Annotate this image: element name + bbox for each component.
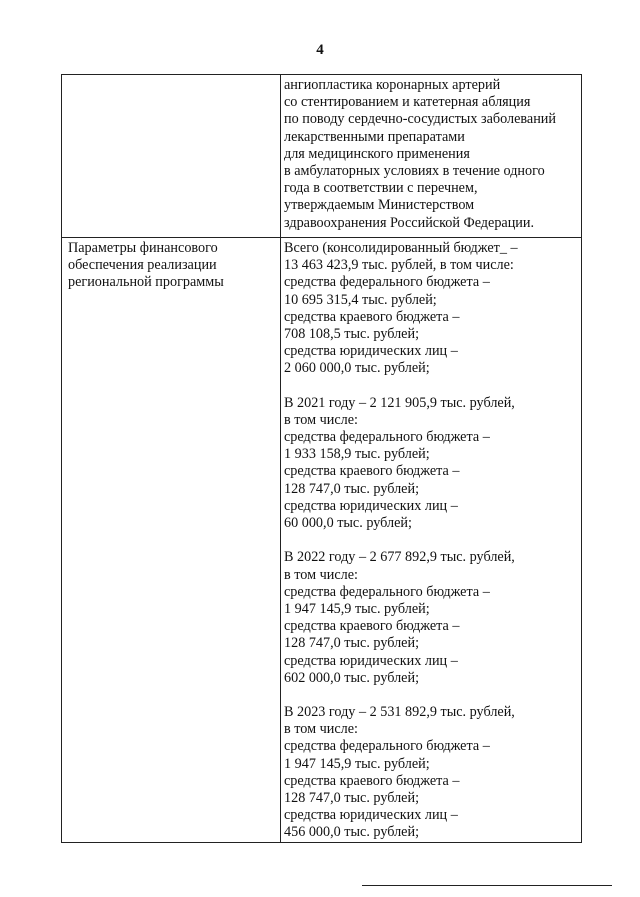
paragraph-spacer: [284, 378, 577, 395]
funding-2021-line-1: В 2021 году – 2 121 905,9 тыс. рублей,: [284, 394, 515, 411]
row1-text-line-8: утверждаемым Министерством: [284, 197, 475, 214]
funding-total-block: [284, 240, 577, 378]
funding-2022-line-2: в том числе:: [284, 566, 358, 583]
parameter-label-line-2: обеспечения реализации: [68, 257, 217, 274]
row1-text-line-6: в амбулаторных условиях в течение одного: [284, 162, 545, 179]
paragraph-spacer: [284, 532, 577, 549]
funding-total-line-7: средства юридических лиц –: [284, 343, 458, 360]
page-number: 4: [316, 42, 324, 58]
funding-2022-line-5: средства краевого бюджета –: [284, 618, 460, 635]
row1-text-line-1: ангиопластика коронарных артерий: [284, 77, 501, 93]
parameter-label-line-3: региональной программы: [68, 274, 224, 291]
funding-total-line-1: Всего (консолидированный бюджет_ –: [284, 240, 518, 256]
paragraph-spacer: [284, 687, 577, 704]
funding-2023-line-6: 128 747,0 тыс. рублей;: [284, 790, 420, 806]
funding-2023-line-7: средства юридических лиц –: [284, 807, 458, 824]
funding-2023-line-8: 456 000,0 тыс. рублей;: [284, 824, 420, 841]
row2-right-cell: [281, 238, 582, 843]
funding-2023-line-4: 1 947 145,9 тыс. рублей;: [284, 755, 430, 772]
funding-2021-line-7: средства юридических лиц –: [284, 497, 458, 514]
funding-total-line-2: 13 463 423,9 тыс. рублей, в том числе:: [284, 257, 514, 274]
row1-text-line-7: года в соответствии с перечнем,: [284, 180, 478, 197]
funding-2021-line-6: 128 747,0 тыс. рублей;: [284, 480, 420, 497]
funding-2021-line-5: средства краевого бюджета –: [284, 463, 460, 480]
table-row: [62, 238, 582, 843]
table-row: [62, 75, 582, 238]
footer-rule: [362, 885, 612, 886]
funding-2022-line-1: В 2022 году – 2 677 892,9 тыс. рублей,: [284, 549, 515, 566]
parameter-label-line-1: Параметры финансового: [68, 240, 218, 256]
row1-left-cell: [62, 75, 281, 238]
funding-2023-block: [284, 704, 577, 842]
row1-text-line-3: по поводу сердечно-сосудистых заболеваний: [284, 111, 556, 128]
row1-text-line-5: для медицинского применения: [284, 145, 470, 162]
row1-right-cell: [281, 75, 582, 238]
row1-text-block: [284, 77, 577, 232]
funding-2022-line-6: 128 747,0 тыс. рублей;: [284, 635, 420, 652]
funding-total-line-3: средства федерального бюджета –: [284, 274, 490, 291]
funding-2022-line-8: 602 000,0 тыс. рублей;: [284, 669, 420, 686]
funding-2021-line-2: в том числе:: [284, 411, 358, 428]
funding-total-line-5: средства краевого бюджета –: [284, 308, 460, 325]
funding-2022-line-7: средства юридических лиц –: [284, 652, 458, 669]
program-passport-table: [61, 74, 582, 843]
funding-total-line-6: 708 108,5 тыс. рублей;: [284, 325, 420, 342]
funding-2023-line-5: средства краевого бюджета –: [284, 772, 460, 789]
row1-text-line-4: лекарственными препаратами: [284, 128, 465, 145]
funding-2021-line-3: средства федерального бюджета –: [284, 429, 490, 446]
row1-text-line-2: со стентированием и катетерная абляция: [284, 94, 531, 111]
funding-2021-block: [284, 395, 577, 533]
funding-2021-line-8: 60 000,0 тыс. рублей;: [284, 515, 412, 531]
funding-total-line-8: 2 060 000,0 тыс. рублей;: [284, 360, 430, 377]
funding-2023-line-3: средства федерального бюджета –: [284, 738, 490, 755]
funding-2023-line-1: В 2023 году – 2 531 892,9 тыс. рублей,: [284, 704, 515, 721]
funding-2021-line-4: 1 933 158,9 тыс. рублей;: [284, 446, 430, 463]
funding-2022-block: [284, 549, 577, 687]
funding-2022-line-4: 1 947 145,9 тыс. рублей;: [284, 600, 430, 617]
funding-total-line-4: 10 695 315,4 тыс. рублей;: [284, 291, 437, 308]
funding-2022-line-3: средства федерального бюджета –: [284, 583, 490, 600]
row2-left-cell: [62, 238, 281, 843]
row1-text-line-9: здравоохранения Российской Федерации.: [284, 214, 535, 231]
funding-2023-line-2: в том числе:: [284, 721, 358, 738]
